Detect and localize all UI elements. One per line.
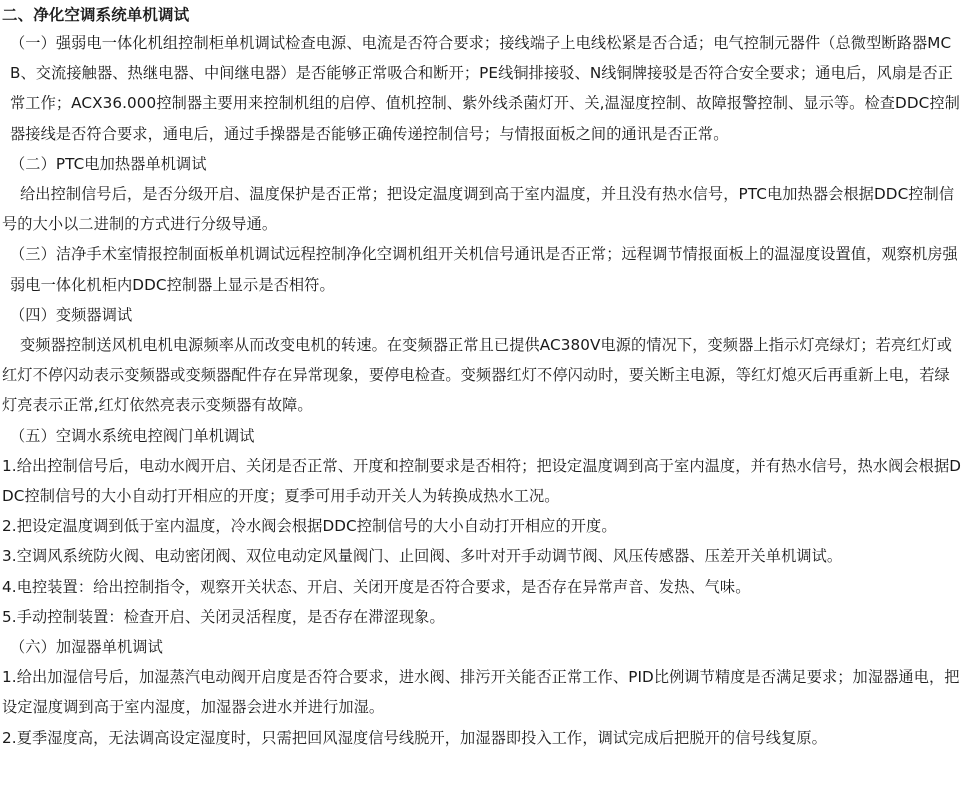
subheading-ptc-heater: （二）PTC电加热器单机调试 bbox=[10, 154, 207, 173]
list-item-humidifier-1: 1.给出加湿信号后，加湿蒸汽电动阀开启度是否符合要求，进水阀、排污开关能否正常工作、PID比例调节精度是否满足要求；加湿器通电，把设定湿度调到高于室内湿度，加湿器会进水并进行加湿。 bbox=[2, 668, 960, 717]
paragraph-3-info-panel: （三）洁净手术室情报控制面板单机调试远程控制净化空调机组开关机信号通讯是否正常；远程调节情报面板上的温湿度设置值，观察机房强弱电一体化机柜内DDC控制器上显示是否相符。 bbox=[10, 245, 958, 294]
paragraph-1-control-cabinet: （一）强弱电一体化机组控制柜单机调试检查电源、电流是否符合要求；接线端子上电线松紧是否合适；电气控制元器件（总微型断路器MCB、交流接触器、热继电器、中间继电器）是否能够正常吸合和断开；PE线铜排接驳、N线铜牌接驳是否符合安全要求；通电后，风扇是否正常工作；ACX36.000控制器主要用来控制机组的启停、值机控制、紫外线杀菌灯开、关,温湿度控制、故障报警控制、显示等。检查DDC控制器接线是否符合要求，通电后，通过手操器是否能够正确传递控制信号；与情报面板之间的通讯是否正常。 bbox=[10, 34, 960, 143]
subheading-water-valves: （五）空调水系统电控阀门单机调试 bbox=[10, 426, 255, 445]
list-item-water-1: 1.给出控制信号后，电动水阀开启、关闭是否正常、开度和控制要求是否相符；把设定温度调到高于室内温度，并有热水信号，热水阀会根据DDC控制信号的大小自动打开相应的开度；夏季可用手动开关人为转换成热水工况。 bbox=[2, 456, 962, 506]
list-item-humidifier-2: 2.夏季湿度高，无法调高设定湿度时，只需把回风湿度信号线脱开，加湿器即投入工作，调试完成后把脱开的信号线复原。 bbox=[2, 728, 827, 747]
paragraph-inverter: 变频器控制送风机电机电源频率从而改变电机的转速。在变频器正常且已提供AC380V电源的情况下，变频器上指示灯亮绿灯；若亮红灯或红灯不停闪动表示变频器或变频器配件存在异常现象，要停电检查。变频器红灯不停闪动时，要关断主电源，等红灯熄灭后再重新上电，若绿灯亮表示正常,红灯依然亮表示变频器有故障。 bbox=[2, 336, 953, 415]
list-item-water-2: 2.把设定温度调到低于室内温度，冷水阀会根据DDC控制信号的大小自动打开相应的开度。 bbox=[2, 517, 617, 536]
subheading-inverter: （四）变频器调试 bbox=[10, 305, 133, 324]
document-body bbox=[2, 2, 962, 753]
section-heading: 二、净化空调系统单机调试 bbox=[2, 6, 190, 24]
list-item-water-4: 4.电控装置：给出控制指令，观察开关状态、开启、关闭开度是否符合要求，是否存在异常声音、发热、气味。 bbox=[2, 577, 751, 596]
subheading-humidifier: （六）加湿器单机调试 bbox=[10, 638, 163, 657]
paragraph-ptc-heater: 给出控制信号后，是否分级开启、温度保护是否正常；把设定温度调到高于室内温度，并且没有热水信号，PTC电加热器会根据DDC控制信号的大小以二进制的方式进行分级导通。 bbox=[2, 185, 955, 234]
list-item-water-5: 5.手动控制装置：检查开启、关闭灵活程度，是否存在滞涩现象。 bbox=[2, 607, 445, 626]
list-item-water-3: 3.空调风系统防火阀、电动密闭阀、双位电动定风量阀门、止回阀、多叶对开手动调节阀、风压传感器、压差开关单机调试。 bbox=[2, 547, 843, 566]
